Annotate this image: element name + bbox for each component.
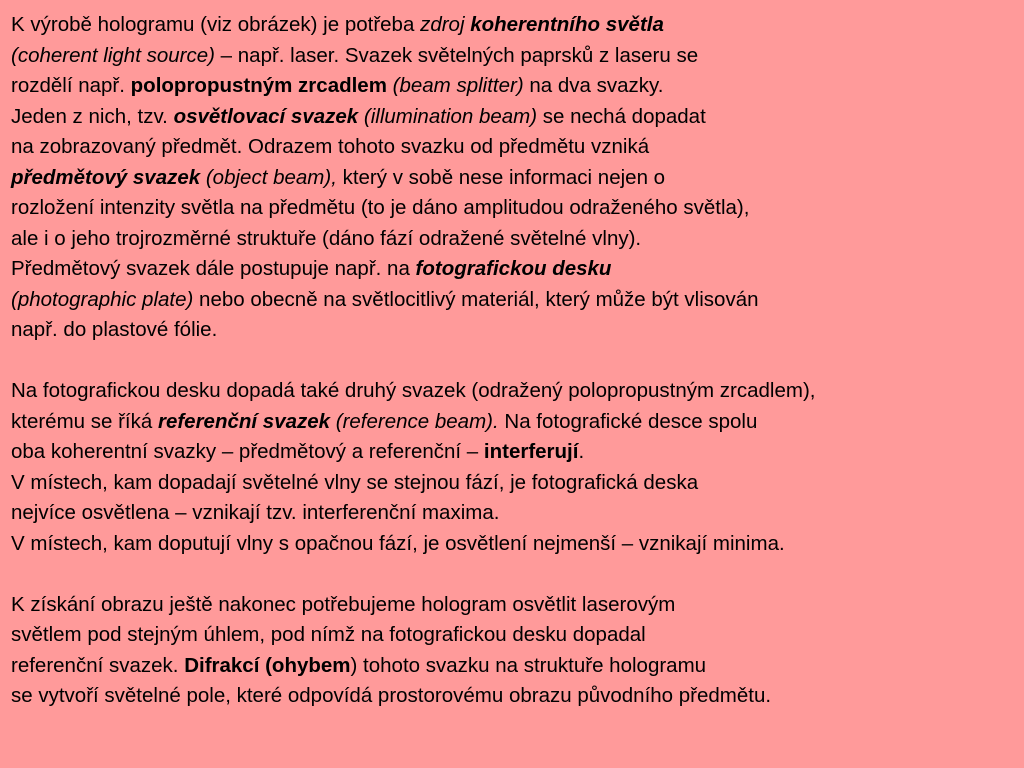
bold-italic-term: osvětlovací svazek bbox=[173, 104, 359, 128]
text-line bbox=[11, 224, 1021, 255]
bold-italic-term: referenční svazek bbox=[157, 409, 331, 433]
italic-term: (object beam), bbox=[205, 165, 337, 189]
text-segment: Na fotografickou desku dopadá také druhý svazek (odražený polopropustným zrcadlem), bbox=[11, 379, 816, 402]
text-segment: K získání obrazu ještě nakonec potřebujeme hologram osvětlit laserovým bbox=[11, 592, 676, 616]
text-line bbox=[11, 376, 1021, 407]
slide-text-body bbox=[11, 10, 1021, 742]
paragraph bbox=[11, 10, 1021, 346]
text-segment: rozložení intenzity světla na předmětu (to je dáno amplitudou odraženého světla), bbox=[11, 196, 750, 219]
text-line bbox=[11, 407, 1021, 438]
text-segment: např. do plastové fólie. bbox=[11, 318, 218, 341]
text-segment: oba koherentní svazky – předmětový a referenční – bbox=[11, 440, 484, 463]
paragraph bbox=[11, 376, 1021, 559]
italic-term: (illumination beam) bbox=[363, 104, 538, 128]
text-line bbox=[11, 71, 1021, 102]
text-line bbox=[11, 437, 1021, 468]
text-line bbox=[11, 102, 1021, 133]
bold-term: polopropustným zrcadlem bbox=[130, 74, 387, 97]
bold-term: Difrakcí (ohybem bbox=[184, 653, 351, 677]
text-segment: nejvíce osvětlena – vznikají tzv. interferenční maxima. bbox=[11, 501, 500, 524]
italic-term: (photographic plate) bbox=[11, 287, 194, 311]
italic-term: (coherent light source) bbox=[11, 43, 215, 67]
text-line bbox=[11, 651, 1021, 682]
text-segment: – např. laser. Svazek světelných paprsků z laseru se bbox=[214, 43, 699, 67]
italic-term: (reference beam). bbox=[335, 409, 499, 433]
paragraph bbox=[11, 590, 1021, 712]
text-line bbox=[11, 254, 1021, 285]
text-segment: světlem pod stejným úhlem, pod nímž na fotografickou desku dopadal bbox=[11, 623, 646, 646]
text-line bbox=[11, 498, 1021, 529]
text-segment: Jeden z nich, tzv. bbox=[11, 104, 174, 128]
text-line bbox=[11, 285, 1021, 316]
italic-term: zdroj bbox=[420, 13, 471, 36]
text-segment: rozdělí např. bbox=[11, 74, 131, 97]
text-line bbox=[11, 681, 1021, 712]
text-segment: který v sobě nese informaci nejen o bbox=[336, 165, 666, 189]
text-line bbox=[11, 468, 1021, 499]
text-segment: na zobrazovaný předmět. Odrazem tohoto svazku od předmětu vzniká bbox=[11, 135, 650, 158]
text-segment: . bbox=[578, 440, 585, 463]
text-segment: se nechá dopadat bbox=[537, 104, 706, 128]
text-line bbox=[11, 41, 1021, 72]
text-segment: referenční svazek. bbox=[11, 653, 185, 677]
text-segment: Předmětový svazek dále postupuje např. na bbox=[11, 257, 416, 280]
text-line bbox=[11, 132, 1021, 163]
text-line bbox=[11, 163, 1021, 194]
text-segment: V místech, kam dopadají světelné vlny se stejnou fází, je fotografická deska bbox=[11, 470, 699, 494]
bold-italic-term: předmětový svazek bbox=[11, 165, 201, 189]
text-segment: na dva svazky. bbox=[523, 74, 664, 97]
bold-italic-term: fotografickou desku bbox=[415, 257, 612, 280]
bold-term: interferují bbox=[483, 440, 579, 463]
text-segment: kterému se říká bbox=[11, 409, 158, 433]
text-line bbox=[11, 10, 1021, 41]
text-segment: V místech, kam doputují vlny s opačnou fází, je osvětlení nejmenší – vznikají minima. bbox=[11, 531, 785, 555]
text-line bbox=[11, 529, 1021, 560]
text-segment: K výrobě hologramu (viz obrázek) je potřeba bbox=[11, 13, 421, 36]
bold-italic-term: koherentního světla bbox=[470, 13, 664, 36]
text-segment: ) tohoto svazku na struktuře hologramu bbox=[350, 653, 707, 677]
text-line bbox=[11, 620, 1021, 651]
text-segment: Na fotografické desce spolu bbox=[498, 409, 758, 433]
text-segment: se vytvoří světelné pole, které odpovídá prostorovému obrazu původního předmětu. bbox=[11, 684, 772, 707]
text-segment: nebo obecně na světlocitlivý materiál, který může být vlisován bbox=[193, 287, 759, 311]
text-line bbox=[11, 590, 1021, 621]
text-line bbox=[11, 315, 1021, 346]
italic-term: (beam splitter) bbox=[392, 74, 524, 97]
text-line bbox=[11, 193, 1021, 224]
text-segment: ale i o jeho trojrozměrné struktuře (dáno fází odražené světelné vlny). bbox=[11, 226, 642, 250]
